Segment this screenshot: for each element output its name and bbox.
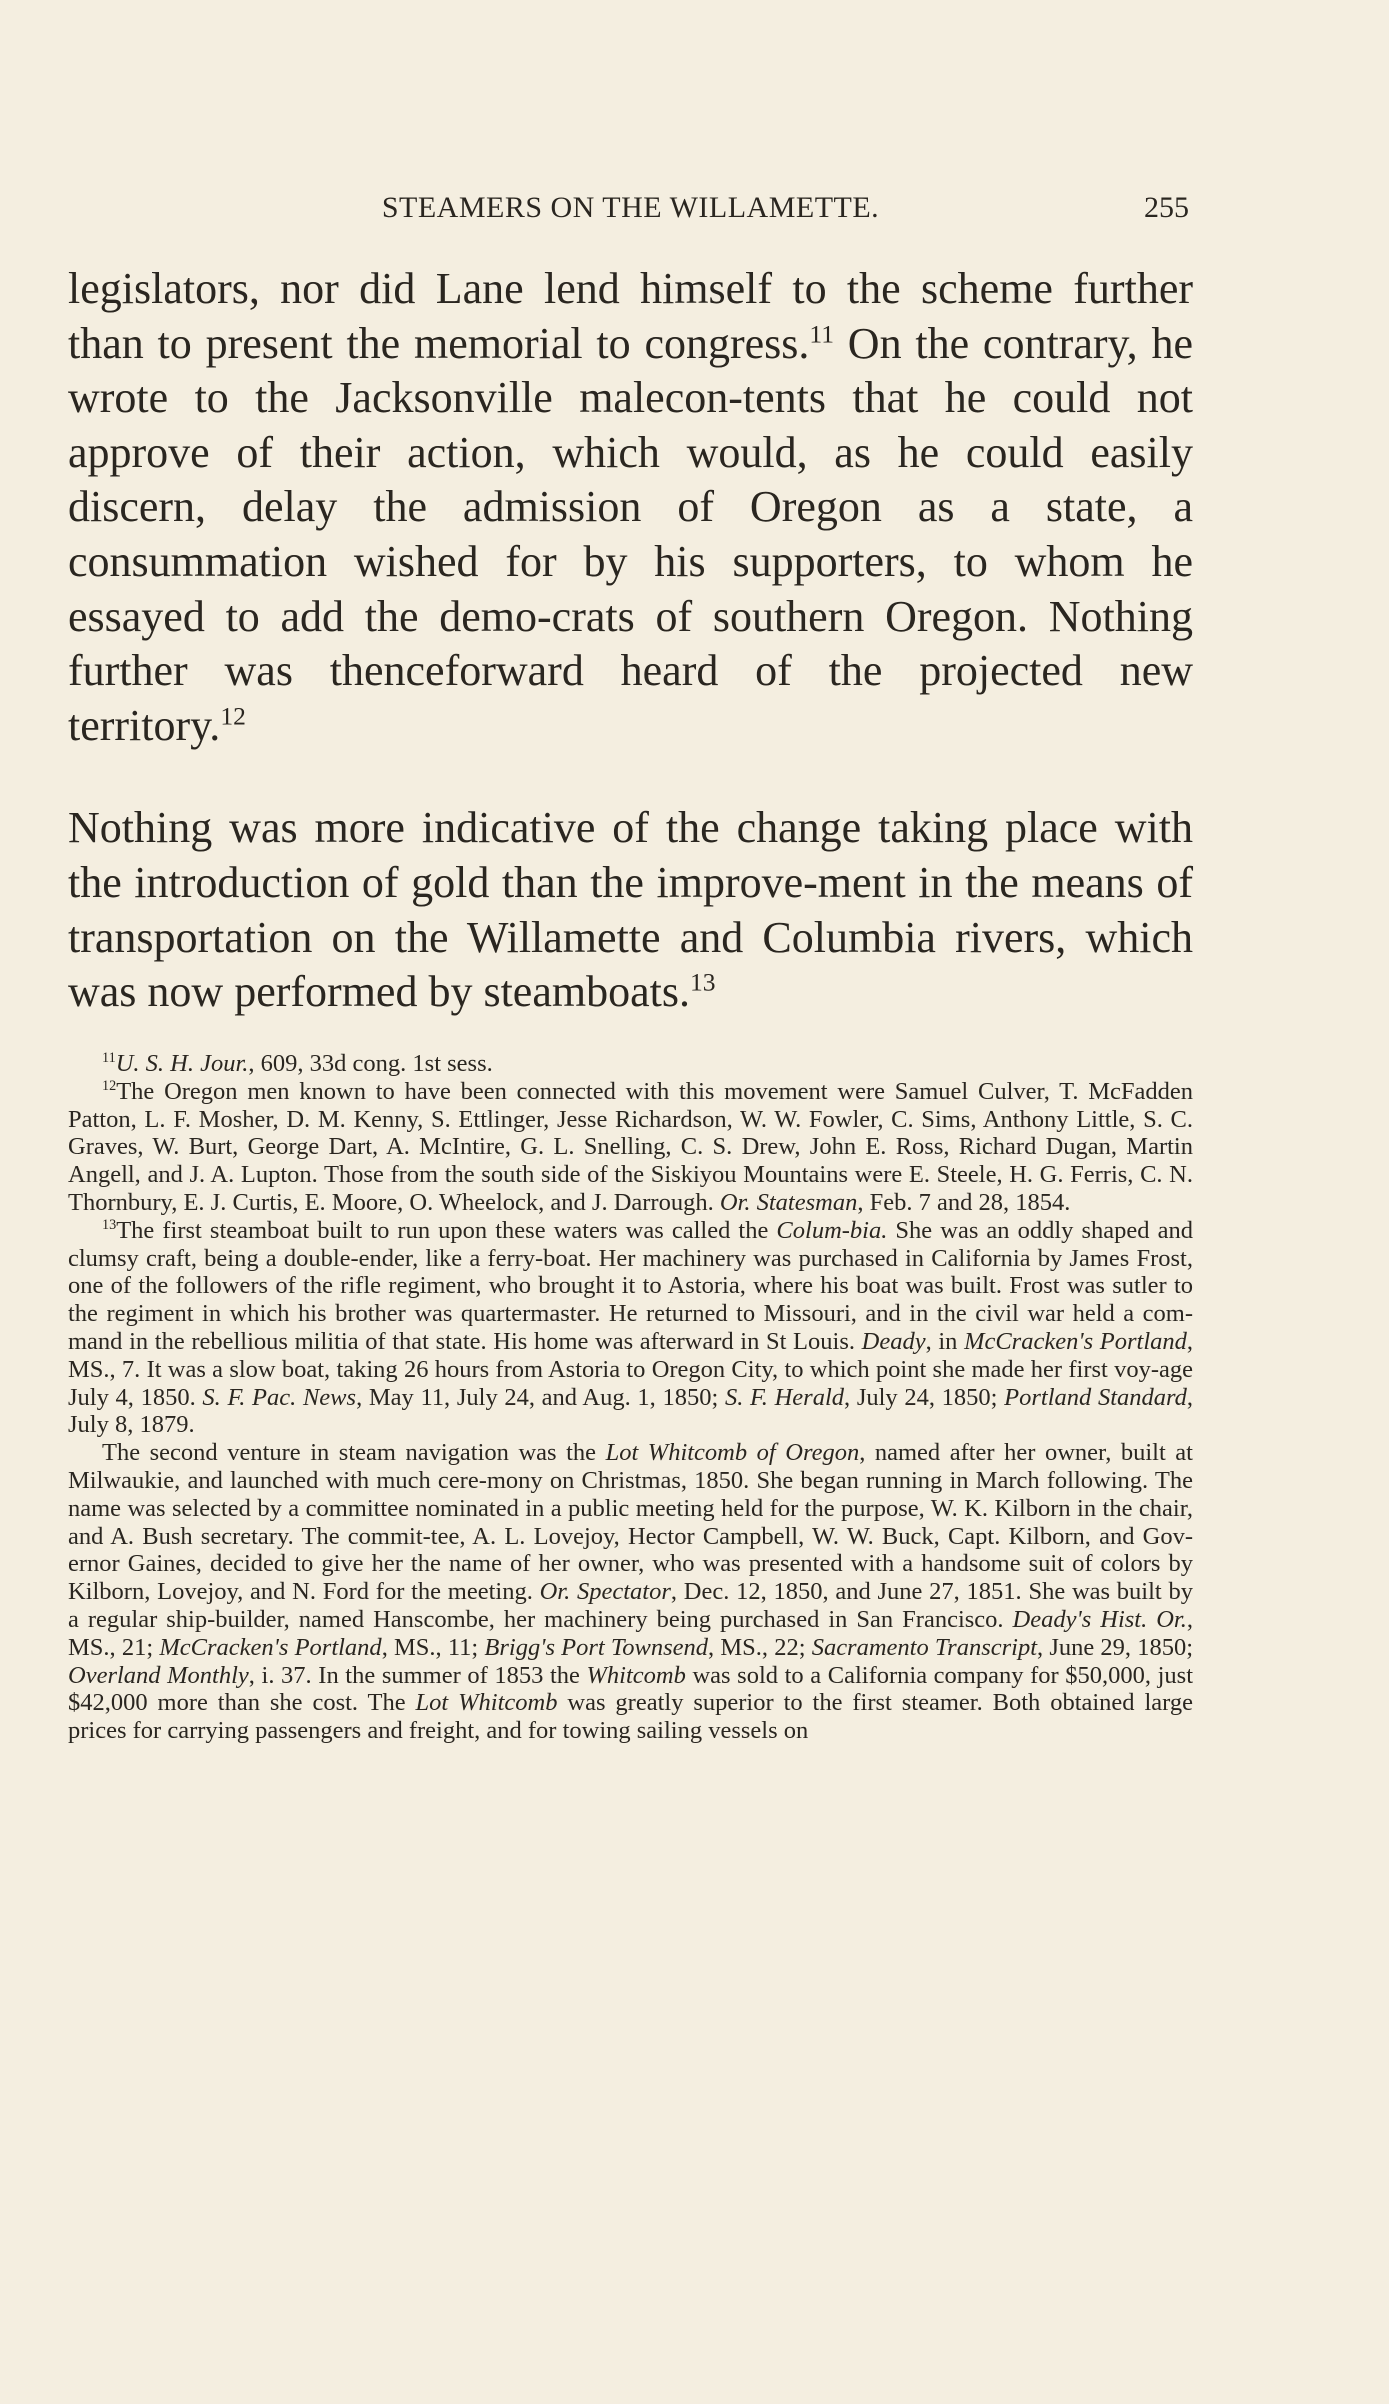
text-run: , July 24, 1850; <box>844 1383 1005 1411</box>
text-run: , i. 37. In the summer of 1853 the <box>248 1661 587 1689</box>
footnote-12 <box>68 1078 1193 1217</box>
text-run: , June 29, 1850; <box>1037 1633 1194 1661</box>
citation-title: Overland Monthly <box>68 1661 249 1689</box>
text-run: On the contrary, he wrote to the Jacksonville malecon-tents that he could not approve of their action, which would, as he could easily discern, delay the admission of Oregon as a state, a consummation wished for by his supporters, to whom he essayed to add the demo-crats of southern Oregon. Nothing further was thenceforward heard of the projected new territory. <box>68 318 1193 750</box>
footnote-ref-11: 11 <box>809 318 834 348</box>
footnote-11 <box>68 1050 1193 1078</box>
text-run: , MS., 22; <box>708 1633 812 1661</box>
footnote-number: 12 <box>102 1077 117 1094</box>
citation-title: Or. Spectator <box>539 1578 671 1606</box>
footnote-number: 13 <box>102 1216 117 1233</box>
text-run: Nothing was more indicative of the change taking place with the introduction of gold than the improve-ment in the means of transportation on the Willamette and Columbia rivers, which was now performed by steamboats. <box>68 803 1193 1017</box>
footnotes <box>68 1050 1193 1745</box>
text-run: , in <box>925 1327 965 1355</box>
page-number: 255 <box>1144 191 1189 224</box>
body-paragraph-1 <box>68 262 1193 753</box>
text-run: , Feb. 7 and 28, 1854. <box>857 1188 1071 1216</box>
citation-title: Sacramento Transcript <box>811 1633 1038 1661</box>
text-run: , Dec. 12, 1850, and June 27, 1851. She was built by a regular ship-builder, named Hanscombe, her machinery being purchased in San Francisco. <box>68 1578 1193 1633</box>
book-page <box>68 0 1193 2404</box>
text-run: , MS., 7. It was a slow boat, taking 26 hours from Astoria to Oregon City, to which point she made her first voy-age July 4, 1850. <box>68 1327 1193 1411</box>
citation-title: Colum-bia. <box>776 1216 888 1244</box>
citation-title: Deady <box>861 1327 926 1355</box>
citation-title: Deady's Hist. Or. <box>1012 1605 1187 1633</box>
text-run: , MS., 21; <box>68 1605 1193 1661</box>
text-run: , July 8, 1879. <box>68 1383 1194 1439</box>
text-run: , 609, 33d cong. 1st sess. <box>248 1050 493 1077</box>
citation-title: Brigg's Port Townsend <box>484 1633 709 1661</box>
main-text <box>68 262 1193 1068</box>
citation-title: U. S. H. Jour. <box>115 1050 249 1077</box>
text-run: was greatly superior to the first steamer. Both obtained large prices for carrying passengers and freight, and for towing sailing vessels on <box>68 1689 1193 1745</box>
text-run: , May 11, July 24, and Aug. 1, 1850; <box>356 1383 725 1411</box>
citation-title: Lot Whitcomb of Oregon <box>605 1439 860 1467</box>
text-run: The second venture in steam navigation was the <box>102 1439 606 1467</box>
footnote-13 <box>68 1217 1193 1439</box>
text-run: She was an oddly shaped and clumsy craft, being a double-ender, like a ferry-boat. Her machinery was purchased in California by James Frost, one of the followers of the rifle regiment, who brought it to Astoria, where his boat was built. Frost was sutler to the regiment in which his brother was quartermaster. He returned to Missouri, and in the civil war held a com-mand in the rebellious militia of that state. His home was afterward in St Louis. <box>68 1216 1193 1355</box>
text-run: was sold to a California company for $50,000, just $42,000 more than she cost. The <box>68 1661 1194 1717</box>
text-run: legislators, nor did Lane lend himself to the scheme further than to present the memorial to congress. <box>68 264 1193 368</box>
running-title: STEAMERS ON THE WILLAMETTE. <box>381 191 880 224</box>
text-run: The first steamboat built to run upon these waters was called the <box>116 1216 777 1244</box>
text-run: The Oregon men known to have been connected with this movement were Samuel Culver, T. McFadden Patton, L. F. Mosher, D. M. Kenny, S. Ettlinger, Jesse Richardson, W. W. Fowler, C. Sims, Anthony Little, S. C. Graves, W. Burt, George Dart, A. McIntire, G. L. Snelling, C. S. Drew, John E. Ross, Richard Dugan, Martin Angell, and J. A. Lupton. Those from the south side of the Siskiyou Mountains were E. Steele, H. G. Ferris, C. N. Thornbury, E. J. Curtis, E. Moore, O. Wheelock, and J. Darrough. <box>68 1077 1193 1216</box>
citation-title: Portland Standard <box>1004 1383 1187 1411</box>
ship-name: Whitcomb <box>586 1661 686 1689</box>
ship-name: Lot Whitcomb <box>415 1689 558 1717</box>
text-run: , named after her owner, built at Milwaukie, and launched with much cere-mony on Christmas, 1850. She began running in March following. The name was selected by a committee nominated in a public meeting held for the purpose, W. K. Kilborn in the chair, and A. Bush secretary. The commit-tee, A. L. Lovejoy, Hector Campbell, W. W. Buck, Capt. Kilborn, and Gov-ernor Gaines, decided to give her the name of her owner, who was presented with a handsome suit of colors by Kilborn, Lovejoy, and N. Ford for the meeting. <box>68 1439 1193 1606</box>
footnote-13-continued <box>68 1439 1193 1745</box>
running-head <box>68 188 1193 228</box>
footnote-ref-12: 12 <box>220 701 246 731</box>
citation-title: McCracken's Portland <box>159 1633 382 1661</box>
text-run: , MS., 11; <box>381 1633 485 1661</box>
citation-title: S. F. Herald <box>724 1383 845 1411</box>
footnote-number: 11 <box>102 1049 116 1066</box>
citation-title: S. F. Pac. News <box>202 1383 357 1411</box>
citation-title: McCracken's Portland <box>964 1327 1187 1355</box>
footnote-ref-13: 13 <box>689 967 716 997</box>
citation-title: Or. Statesman <box>719 1188 858 1216</box>
body-paragraph-2 <box>68 801 1193 1019</box>
